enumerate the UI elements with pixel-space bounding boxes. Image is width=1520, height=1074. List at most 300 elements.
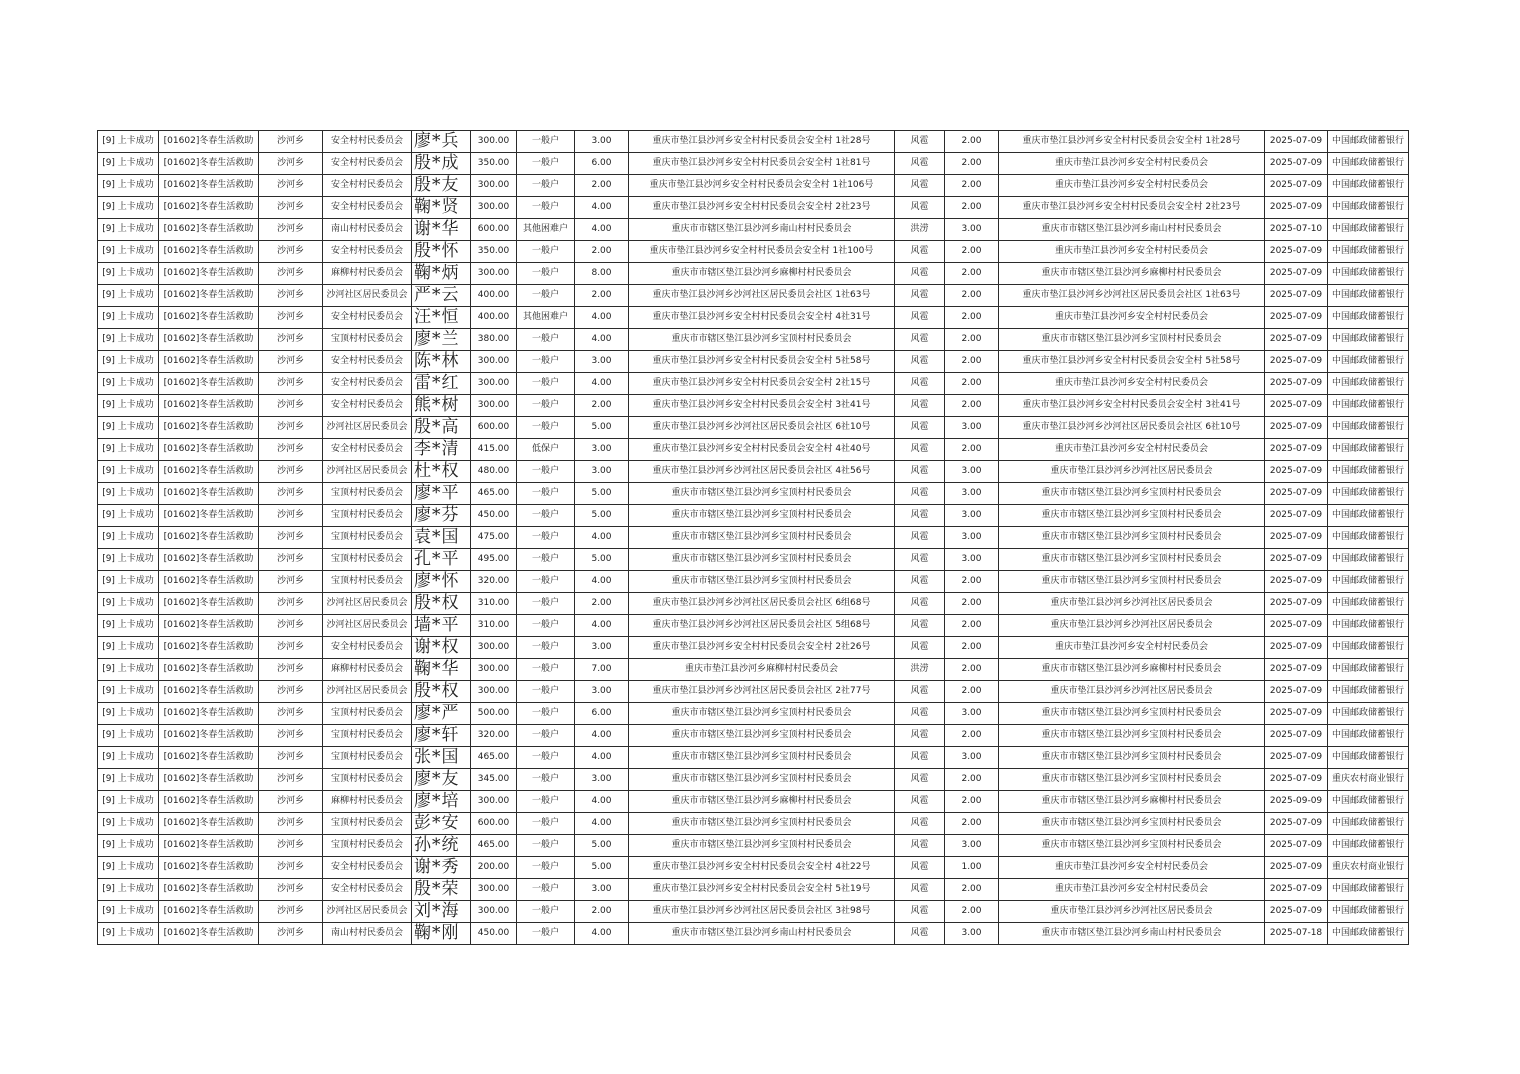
cell-program: [01602]冬春生活救助 [159,527,259,549]
cell-household-type: 一般户 [517,571,575,593]
cell-address: 重庆市垫江县沙河乡安全村村民委员会安全村 2社26号 [629,637,895,659]
cell-bank: 中国邮政储蓄银行 [1328,307,1409,329]
cell-status: [9] 上卡成功 [98,549,159,571]
cell-township: 沙河乡 [259,461,323,483]
cell-program: [01602]冬春生活救助 [159,769,259,791]
cell-level: 2.00 [945,593,999,615]
cell-bank: 中国邮政储蓄银行 [1328,593,1409,615]
cell-date: 2025-07-09 [1265,153,1328,175]
table-row [98,307,1409,329]
cell-location: 重庆市垫江县沙河乡安全村村民委员会 [999,637,1265,659]
cell-name: 鞠*炳 [412,263,471,285]
cell-bank: 中国邮政储蓄银行 [1328,923,1409,945]
cell-household-type: 一般户 [517,703,575,725]
cell-bank: 中国邮政储蓄银行 [1328,219,1409,241]
cell-status: [9] 上卡成功 [98,483,159,505]
cell-household-type: 一般户 [517,681,575,703]
cell-date: 2025-07-09 [1265,725,1328,747]
cell-township: 沙河乡 [259,307,323,329]
cell-village: 沙河社区居民委员会 [323,681,412,703]
cell-bank: 中国邮政储蓄银行 [1328,395,1409,417]
cell-count: 6.00 [575,153,629,175]
cell-count: 7.00 [575,659,629,681]
cell-disaster-type: 风雹 [895,395,945,417]
cell-household-type: 一般户 [517,857,575,879]
cell-name: 鞠*刚 [412,923,471,945]
cell-program: [01602]冬春生活救助 [159,747,259,769]
cell-date: 2025-07-09 [1265,263,1328,285]
cell-amount: 345.00 [471,769,517,791]
cell-count: 3.00 [575,879,629,901]
cell-level: 2.00 [945,659,999,681]
cell-name: 殷*怀 [412,241,471,263]
cell-household-type: 其他困难户 [517,219,575,241]
cell-household-type: 一般户 [517,879,575,901]
cell-household-type: 一般户 [517,131,575,153]
cell-amount: 415.00 [471,439,517,461]
cell-program: [01602]冬春生活救助 [159,241,259,263]
cell-disaster-type: 风雹 [895,747,945,769]
cell-household-type: 一般户 [517,637,575,659]
cell-level: 2.00 [945,879,999,901]
cell-village: 沙河社区居民委员会 [323,901,412,923]
cell-level: 2.00 [945,637,999,659]
cell-household-type: 一般户 [517,813,575,835]
cell-count: 3.00 [575,131,629,153]
cell-status: [9] 上卡成功 [98,285,159,307]
cell-household-type: 一般户 [517,285,575,307]
cell-township: 沙河乡 [259,395,323,417]
table-row [98,219,1409,241]
cell-village: 安全村村民委员会 [323,439,412,461]
cell-township: 沙河乡 [259,879,323,901]
cell-village: 安全村村民委员会 [323,153,412,175]
cell-village: 安全村村民委员会 [323,307,412,329]
cell-level: 3.00 [945,219,999,241]
cell-program: [01602]冬春生活救助 [159,351,259,373]
cell-bank: 中国邮政储蓄银行 [1328,285,1409,307]
cell-location: 重庆市垫江县沙河乡沙河社区居民委员会 [999,615,1265,637]
cell-household-type: 一般户 [517,923,575,945]
cell-level: 3.00 [945,747,999,769]
cell-date: 2025-07-09 [1265,505,1328,527]
cell-location: 重庆市市辖区垫江县沙河乡宝顶村村民委员会 [999,549,1265,571]
cell-date: 2025-07-09 [1265,879,1328,901]
cell-count: 2.00 [575,175,629,197]
cell-address: 重庆市垫江县沙河乡沙河社区居民委员会社区 5组68号 [629,615,895,637]
cell-address: 重庆市垫江县沙河乡安全村村民委员会安全村 1社100号 [629,241,895,263]
cell-amount: 200.00 [471,857,517,879]
cell-program: [01602]冬春生活救助 [159,615,259,637]
cell-village: 麻柳村村民委员会 [323,659,412,681]
cell-amount: 465.00 [471,483,517,505]
cell-status: [9] 上卡成功 [98,725,159,747]
cell-name: 鞠*华 [412,659,471,681]
cell-village: 宝顶村村民委员会 [323,483,412,505]
cell-amount: 300.00 [471,879,517,901]
cell-count: 4.00 [575,725,629,747]
cell-location: 重庆市市辖区垫江县沙河乡宝顶村村民委员会 [999,769,1265,791]
cell-amount: 480.00 [471,461,517,483]
cell-household-type: 一般户 [517,527,575,549]
cell-township: 沙河乡 [259,351,323,373]
cell-location: 重庆市垫江县沙河乡安全村村民委员会 [999,439,1265,461]
cell-township: 沙河乡 [259,285,323,307]
cell-township: 沙河乡 [259,593,323,615]
cell-bank: 中国邮政储蓄银行 [1328,461,1409,483]
cell-bank: 中国邮政储蓄银行 [1328,637,1409,659]
table-row [98,747,1409,769]
cell-amount: 310.00 [471,615,517,637]
cell-program: [01602]冬春生活救助 [159,483,259,505]
cell-status: [9] 上卡成功 [98,263,159,285]
cell-amount: 300.00 [471,373,517,395]
cell-status: [9] 上卡成功 [98,901,159,923]
cell-bank: 重庆农村商业银行 [1328,769,1409,791]
cell-household-type: 一般户 [517,901,575,923]
cell-date: 2025-07-09 [1265,835,1328,857]
cell-count: 4.00 [575,373,629,395]
cell-location: 重庆市市辖区垫江县沙河乡南山村村民委员会 [999,219,1265,241]
cell-level: 3.00 [945,461,999,483]
cell-household-type: 一般户 [517,461,575,483]
cell-bank: 中国邮政储蓄银行 [1328,879,1409,901]
cell-count: 6.00 [575,703,629,725]
cell-amount: 465.00 [471,835,517,857]
cell-disaster-type: 风雹 [895,197,945,219]
cell-township: 沙河乡 [259,923,323,945]
cell-count: 5.00 [575,835,629,857]
cell-amount: 400.00 [471,285,517,307]
cell-level: 2.00 [945,813,999,835]
cell-status: [9] 上卡成功 [98,395,159,417]
cell-village: 安全村村民委员会 [323,857,412,879]
cell-level: 2.00 [945,901,999,923]
cell-date: 2025-07-09 [1265,747,1328,769]
cell-disaster-type: 风雹 [895,681,945,703]
cell-bank: 中国邮政储蓄银行 [1328,329,1409,351]
cell-status: [9] 上卡成功 [98,681,159,703]
cell-location: 重庆市垫江县沙河乡安全村村民委员会安全村 5社58号 [999,351,1265,373]
cell-name: 廖*严 [412,703,471,725]
cell-amount: 450.00 [471,923,517,945]
cell-disaster-type: 风雹 [895,153,945,175]
cell-address: 重庆市市辖区垫江县沙河乡宝顶村村民委员会 [629,527,895,549]
cell-date: 2025-07-09 [1265,637,1328,659]
cell-bank: 中国邮政储蓄银行 [1328,725,1409,747]
cell-township: 沙河乡 [259,835,323,857]
cell-program: [01602]冬春生活救助 [159,307,259,329]
cell-program: [01602]冬春生活救助 [159,813,259,835]
cell-amount: 380.00 [471,329,517,351]
cell-address: 重庆市垫江县沙河乡安全村村民委员会安全村 2社15号 [629,373,895,395]
table-row [98,351,1409,373]
cell-household-type: 一般户 [517,791,575,813]
cell-date: 2025-07-09 [1265,901,1328,923]
cell-address: 重庆市市辖区垫江县沙河乡宝顶村村民委员会 [629,505,895,527]
cell-location: 重庆市市辖区垫江县沙河乡南山村村民委员会 [999,923,1265,945]
cell-count: 3.00 [575,769,629,791]
cell-address: 重庆市垫江县沙河乡沙河社区居民委员会社区 3社98号 [629,901,895,923]
cell-disaster-type: 风雹 [895,351,945,373]
cell-name: 刘*海 [412,901,471,923]
cell-village: 麻柳村村民委员会 [323,263,412,285]
cell-township: 沙河乡 [259,483,323,505]
cell-household-type: 一般户 [517,329,575,351]
cell-level: 2.00 [945,791,999,813]
cell-disaster-type: 风雹 [895,813,945,835]
cell-date: 2025-07-09 [1265,241,1328,263]
cell-address: 重庆市垫江县沙河乡沙河社区居民委员会社区 2社77号 [629,681,895,703]
table-row [98,923,1409,945]
cell-count: 4.00 [575,615,629,637]
table-row [98,813,1409,835]
cell-disaster-type: 风雹 [895,901,945,923]
table-row [98,681,1409,703]
cell-name: 孔*平 [412,549,471,571]
cell-township: 沙河乡 [259,175,323,197]
cell-household-type: 一般户 [517,373,575,395]
cell-level: 2.00 [945,769,999,791]
cell-program: [01602]冬春生活救助 [159,329,259,351]
cell-disaster-type: 风雹 [895,791,945,813]
cell-village: 安全村村民委员会 [323,637,412,659]
cell-level: 3.00 [945,703,999,725]
cell-household-type: 一般户 [517,659,575,681]
cell-count: 4.00 [575,329,629,351]
cell-status: [9] 上卡成功 [98,439,159,461]
cell-address: 重庆市市辖区垫江县沙河乡宝顶村村民委员会 [629,725,895,747]
cell-address: 重庆市垫江县沙河乡安全村村民委员会安全村 2社23号 [629,197,895,219]
cell-location: 重庆市市辖区垫江县沙河乡麻柳村村民委员会 [999,659,1265,681]
cell-address: 重庆市市辖区垫江县沙河乡南山村村民委员会 [629,219,895,241]
cell-name: 殷*友 [412,175,471,197]
cell-address: 重庆市垫江县沙河乡沙河社区居民委员会社区 6社10号 [629,417,895,439]
cell-address: 重庆市垫江县沙河乡沙河社区居民委员会社区 6组68号 [629,593,895,615]
cell-disaster-type: 风雹 [895,615,945,637]
cell-count: 2.00 [575,395,629,417]
cell-name: 杜*权 [412,461,471,483]
cell-amount: 300.00 [471,637,517,659]
cell-amount: 600.00 [471,813,517,835]
cell-disaster-type: 风雹 [895,329,945,351]
cell-name: 陈*林 [412,351,471,373]
table-row [98,901,1409,923]
cell-status: [9] 上卡成功 [98,593,159,615]
cell-bank: 中国邮政储蓄银行 [1328,153,1409,175]
cell-address: 重庆市垫江县沙河乡沙河社区居民委员会社区 1社63号 [629,285,895,307]
cell-bank: 中国邮政储蓄银行 [1328,417,1409,439]
cell-township: 沙河乡 [259,703,323,725]
table-row [98,835,1409,857]
cell-status: [9] 上卡成功 [98,505,159,527]
cell-name: 袁*国 [412,527,471,549]
cell-bank: 中国邮政储蓄银行 [1328,483,1409,505]
cell-program: [01602]冬春生活救助 [159,197,259,219]
cell-address: 重庆市市辖区垫江县沙河乡宝顶村村民委员会 [629,329,895,351]
cell-amount: 320.00 [471,571,517,593]
cell-household-type: 一般户 [517,263,575,285]
cell-disaster-type: 风雹 [895,835,945,857]
cell-household-type: 一般户 [517,483,575,505]
cell-village: 沙河社区居民委员会 [323,285,412,307]
cell-date: 2025-07-09 [1265,351,1328,373]
cell-disaster-type: 风雹 [895,637,945,659]
cell-status: [9] 上卡成功 [98,637,159,659]
cell-disaster-type: 风雹 [895,439,945,461]
cell-household-type: 一般户 [517,153,575,175]
cell-name: 鞠*贤 [412,197,471,219]
cell-date: 2025-07-09 [1265,769,1328,791]
table-row [98,175,1409,197]
cell-household-type: 一般户 [517,197,575,219]
cell-date: 2025-07-10 [1265,219,1328,241]
cell-count: 5.00 [575,417,629,439]
cell-location: 重庆市垫江县沙河乡安全村村民委员会 [999,879,1265,901]
cell-date: 2025-07-09 [1265,417,1328,439]
cell-level: 2.00 [945,307,999,329]
cell-level: 2.00 [945,329,999,351]
cell-disaster-type: 风雹 [895,417,945,439]
cell-count: 5.00 [575,857,629,879]
cell-bank: 中国邮政储蓄银行 [1328,263,1409,285]
table-row [98,725,1409,747]
cell-location: 重庆市垫江县沙河乡安全村村民委员会 [999,307,1265,329]
cell-bank: 中国邮政储蓄银行 [1328,615,1409,637]
cell-address: 重庆市市辖区垫江县沙河乡宝顶村村民委员会 [629,549,895,571]
cell-disaster-type: 风雹 [895,923,945,945]
cell-village: 安全村村民委员会 [323,175,412,197]
cell-count: 3.00 [575,439,629,461]
cell-amount: 310.00 [471,593,517,615]
cell-disaster-type: 风雹 [895,131,945,153]
cell-amount: 600.00 [471,219,517,241]
cell-household-type: 一般户 [517,351,575,373]
cell-amount: 600.00 [471,417,517,439]
cell-bank: 中国邮政储蓄银行 [1328,813,1409,835]
cell-level: 2.00 [945,615,999,637]
cell-location: 重庆市市辖区垫江县沙河乡宝顶村村民委员会 [999,329,1265,351]
table-row [98,879,1409,901]
cell-village: 宝顶村村民委员会 [323,769,412,791]
cell-name: 彭*安 [412,813,471,835]
cell-township: 沙河乡 [259,241,323,263]
table-row [98,417,1409,439]
cell-location: 重庆市垫江县沙河乡沙河社区居民委员会社区 6社10号 [999,417,1265,439]
cell-name: 严*云 [412,285,471,307]
cell-address: 重庆市市辖区垫江县沙河乡宝顶村村民委员会 [629,747,895,769]
cell-level: 3.00 [945,549,999,571]
cell-bank: 中国邮政储蓄银行 [1328,681,1409,703]
cell-disaster-type: 风雹 [895,527,945,549]
table-body [98,131,1409,945]
cell-program: [01602]冬春生活救助 [159,637,259,659]
cell-name: 谢*权 [412,637,471,659]
cell-household-type: 一般户 [517,747,575,769]
cell-disaster-type: 风雹 [895,857,945,879]
cell-name: 谢*秀 [412,857,471,879]
cell-level: 2.00 [945,351,999,373]
cell-village: 宝顶村村民委员会 [323,549,412,571]
cell-name: 廖*怀 [412,571,471,593]
cell-count: 3.00 [575,637,629,659]
table-row [98,659,1409,681]
cell-status: [9] 上卡成功 [98,659,159,681]
cell-township: 沙河乡 [259,263,323,285]
cell-township: 沙河乡 [259,637,323,659]
cell-disaster-type: 风雹 [895,263,945,285]
cell-township: 沙河乡 [259,219,323,241]
cell-status: [9] 上卡成功 [98,615,159,637]
table-row [98,769,1409,791]
cell-program: [01602]冬春生活救助 [159,857,259,879]
cell-location: 重庆市市辖区垫江县沙河乡宝顶村村民委员会 [999,747,1265,769]
cell-date: 2025-07-09 [1265,131,1328,153]
cell-date: 2025-07-18 [1265,923,1328,945]
cell-township: 沙河乡 [259,439,323,461]
cell-bank: 中国邮政储蓄银行 [1328,791,1409,813]
cell-location: 重庆市市辖区垫江县沙河乡麻柳村村民委员会 [999,791,1265,813]
cell-disaster-type: 风雹 [895,373,945,395]
cell-name: 殷*权 [412,593,471,615]
table-row [98,527,1409,549]
cell-date: 2025-07-09 [1265,197,1328,219]
cell-program: [01602]冬春生活救助 [159,373,259,395]
cell-address: 重庆市市辖区垫江县沙河乡麻柳村村民委员会 [629,791,895,813]
cell-location: 重庆市垫江县沙河乡安全村村民委员会 [999,857,1265,879]
cell-program: [01602]冬春生活救助 [159,681,259,703]
cell-household-type: 一般户 [517,615,575,637]
cell-village: 南山村村民委员会 [323,923,412,945]
cell-status: [9] 上卡成功 [98,703,159,725]
cell-program: [01602]冬春生活救助 [159,219,259,241]
cell-location: 重庆市市辖区垫江县沙河乡宝顶村村民委员会 [999,813,1265,835]
cell-program: [01602]冬春生活救助 [159,175,259,197]
cell-disaster-type: 风雹 [895,505,945,527]
table-row [98,857,1409,879]
cell-disaster-type: 洪涝 [895,219,945,241]
cell-date: 2025-07-09 [1265,571,1328,593]
cell-household-type: 其他困难户 [517,307,575,329]
cell-program: [01602]冬春生活救助 [159,901,259,923]
cell-program: [01602]冬春生活救助 [159,703,259,725]
cell-bank: 中国邮政储蓄银行 [1328,373,1409,395]
cell-program: [01602]冬春生活救助 [159,791,259,813]
cell-amount: 300.00 [471,197,517,219]
cell-amount: 300.00 [471,791,517,813]
table-row [98,241,1409,263]
cell-status: [9] 上卡成功 [98,857,159,879]
cell-program: [01602]冬春生活救助 [159,505,259,527]
cell-name: 张*国 [412,747,471,769]
cell-program: [01602]冬春生活救助 [159,593,259,615]
cell-name: 李*清 [412,439,471,461]
cell-township: 沙河乡 [259,813,323,835]
cell-village: 安全村村民委员会 [323,241,412,263]
cell-level: 3.00 [945,483,999,505]
cell-count: 4.00 [575,747,629,769]
cell-location: 重庆市市辖区垫江县沙河乡宝顶村村民委员会 [999,835,1265,857]
cell-date: 2025-07-09 [1265,813,1328,835]
cell-household-type: 一般户 [517,175,575,197]
cell-bank: 中国邮政储蓄银行 [1328,527,1409,549]
cell-level: 2.00 [945,241,999,263]
cell-address: 重庆市市辖区垫江县沙河乡宝顶村村民委员会 [629,835,895,857]
cell-count: 4.00 [575,791,629,813]
cell-count: 4.00 [575,923,629,945]
cell-status: [9] 上卡成功 [98,923,159,945]
table-row [98,505,1409,527]
